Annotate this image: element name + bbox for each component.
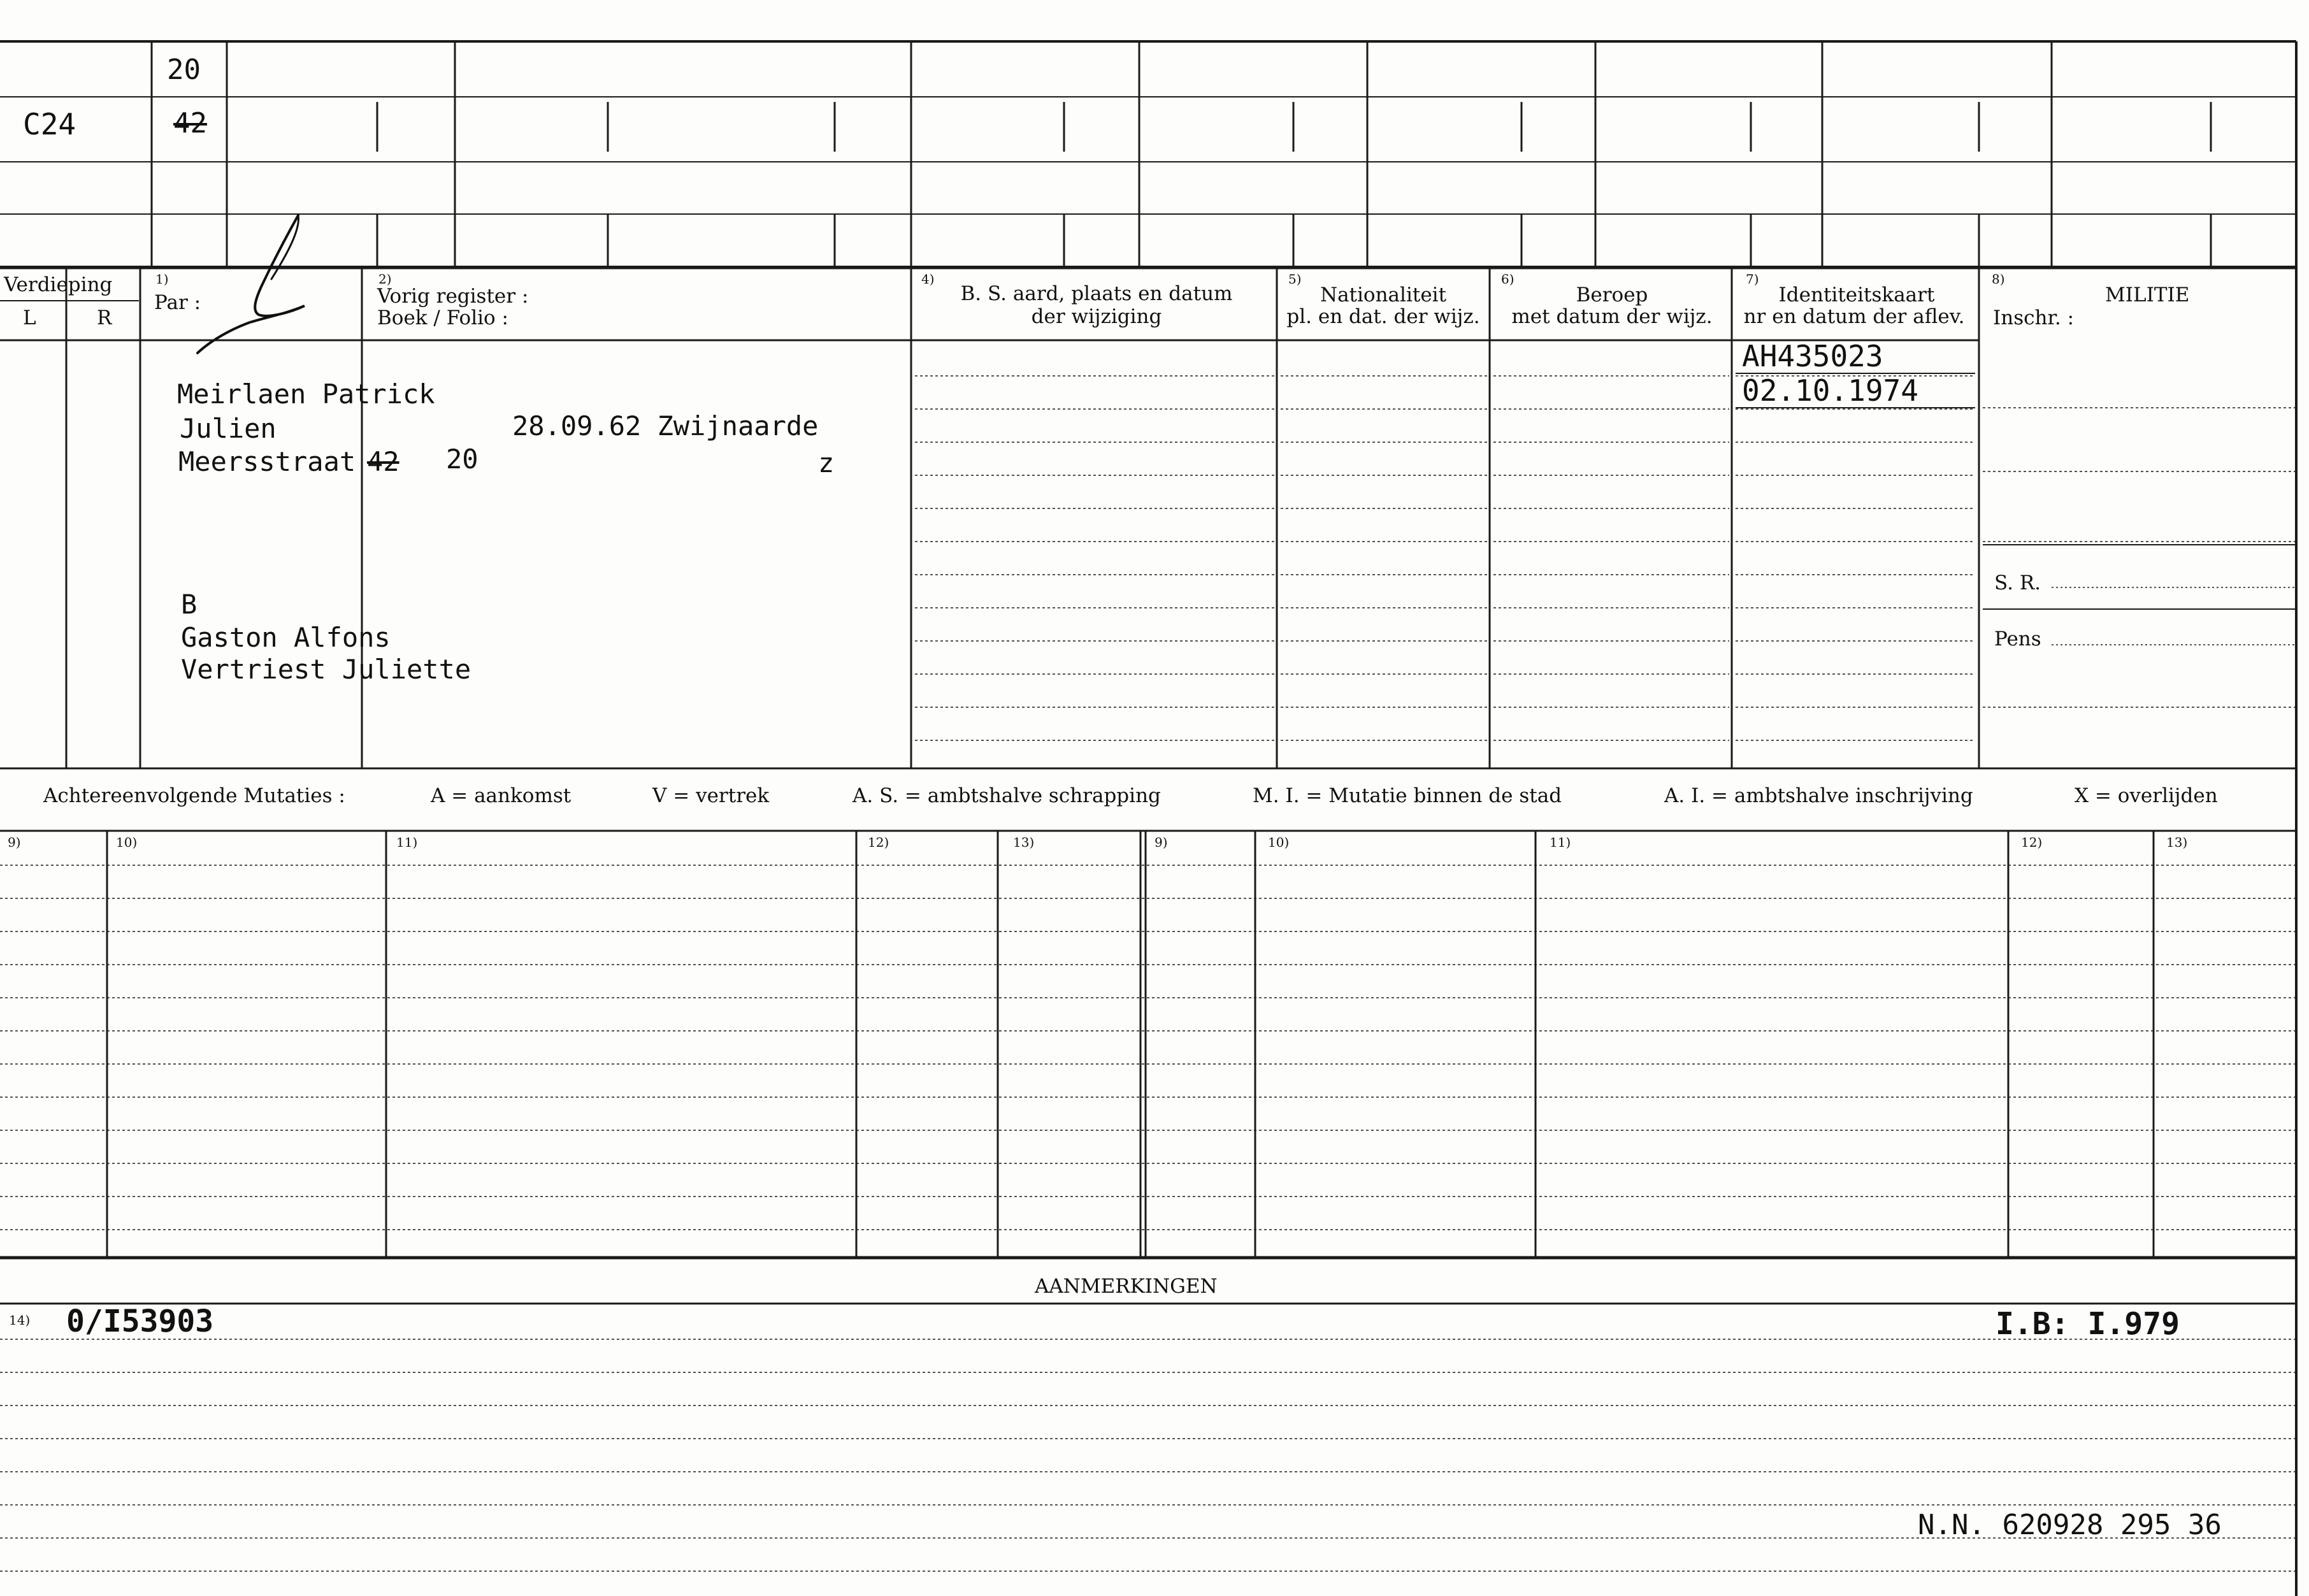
legend-aankomst: A = aankomst bbox=[431, 784, 572, 807]
person-street: Meersstraat bbox=[178, 446, 356, 477]
field-5-number: 5) bbox=[1288, 271, 1302, 287]
person-birth-date-place: 28.09.62 Zwijnaarde bbox=[512, 410, 819, 442]
sr-label: S. R. bbox=[1994, 572, 2041, 594]
mutatie-col-13-right: 13) bbox=[2166, 835, 2188, 850]
mutatie-col-10-left: 10) bbox=[116, 835, 138, 850]
top-number-new: 20 bbox=[167, 54, 201, 86]
legend-mutatie-binnen-stad: M. I. = Mutatie binnen de stad bbox=[1253, 784, 1562, 807]
field-8-number: 8) bbox=[1992, 271, 2005, 287]
legend-vertrek: V = vertrek bbox=[652, 784, 770, 807]
identiteitskaart-header-line2: nr en datum der aflev. bbox=[1743, 305, 1965, 328]
mutatie-col-10-right: 10) bbox=[1268, 835, 1290, 850]
inschr-label: Inschr. : bbox=[1993, 306, 2075, 329]
top-number-old: 42 bbox=[173, 107, 207, 140]
field-7-number: 7) bbox=[1746, 271, 1759, 287]
field-4-number: 4) bbox=[921, 271, 935, 287]
militie-label: MILITIE bbox=[2105, 284, 2190, 306]
person-mother: Vertriest Juliette bbox=[181, 654, 471, 685]
legend-ambtshalve-schrapping: A. S. = ambtshalve schrapping bbox=[852, 784, 1161, 807]
mutatie-col-9-right: 9) bbox=[1154, 835, 1168, 850]
mutaties-title: Achtereenvolgende Mutaties : bbox=[43, 784, 345, 807]
pens-label: Pens bbox=[1994, 628, 2041, 651]
mutatie-col-12-left: 12) bbox=[868, 835, 889, 850]
record-code: C24 bbox=[23, 107, 76, 141]
identiteitskaart-header-line1: Identiteitskaart bbox=[1778, 284, 1935, 306]
field-14-number: 14) bbox=[9, 1312, 31, 1328]
person-house-number-new: 20 bbox=[446, 443, 478, 475]
idcard-date: 02.10.1974 bbox=[1742, 373, 1918, 408]
mutatie-col-13-left: 13) bbox=[1013, 835, 1035, 850]
field-6-number: 6) bbox=[1501, 271, 1514, 287]
field-1-number: 1) bbox=[155, 271, 169, 287]
beroep-header-line2: met datum der wijz. bbox=[1511, 305, 1713, 328]
aanmerkingen-title: AANMERKINGEN bbox=[1035, 1275, 1218, 1298]
bs-header-line2: der wijziging bbox=[1031, 305, 1162, 328]
person-father: Gaston Alfons bbox=[181, 622, 391, 653]
mutatie-col-9-left: 9) bbox=[8, 835, 21, 850]
column-l-label: L bbox=[23, 306, 36, 329]
mutatie-col-11-right: 11) bbox=[1550, 835, 1571, 850]
person-second-name: Julien bbox=[180, 413, 277, 444]
field-2-number: 2) bbox=[378, 271, 392, 287]
legend-ambtshalve-inschrijving: A. I. = ambtshalve inschrijving bbox=[1664, 784, 1973, 807]
person-surname-firstname: Meirlaen Patrick bbox=[177, 378, 435, 410]
bs-header-line1: B. S. aard, plaats en datum bbox=[960, 282, 1233, 305]
column-r-label: R bbox=[97, 306, 112, 329]
person-house-number-old: 42 bbox=[367, 446, 399, 477]
nationaliteit-header-line2: pl. en dat. der wijz. bbox=[1286, 305, 1480, 328]
person-b-mark: B bbox=[181, 589, 198, 620]
legend-overlijden: X = overlijden bbox=[2075, 784, 2218, 807]
handwritten-initial-signature bbox=[191, 210, 319, 357]
verdieping-label: Verdieping bbox=[4, 273, 113, 296]
boek-folio-label: Boek / Folio : bbox=[377, 306, 508, 329]
vorig-register-label: Vorig register : bbox=[377, 285, 529, 308]
mutatie-col-11-left: 11) bbox=[396, 835, 418, 850]
idcard-number: AH435023 bbox=[1742, 339, 1883, 373]
person-z-mark: z bbox=[818, 447, 835, 478]
aanmerking-national-number: N.N. 620928 295 36 bbox=[1918, 1509, 2222, 1541]
par-label: Par : bbox=[154, 291, 201, 314]
aanmerking-ib-code: I.B: I.979 bbox=[1996, 1306, 2180, 1342]
nationaliteit-header-line1: Nationaliteit bbox=[1320, 284, 1447, 306]
mutatie-col-12-right: 12) bbox=[2021, 835, 2043, 850]
beroep-header-line1: Beroep bbox=[1576, 284, 1648, 306]
aanmerking-reference: 0/I53903 bbox=[66, 1304, 214, 1339]
